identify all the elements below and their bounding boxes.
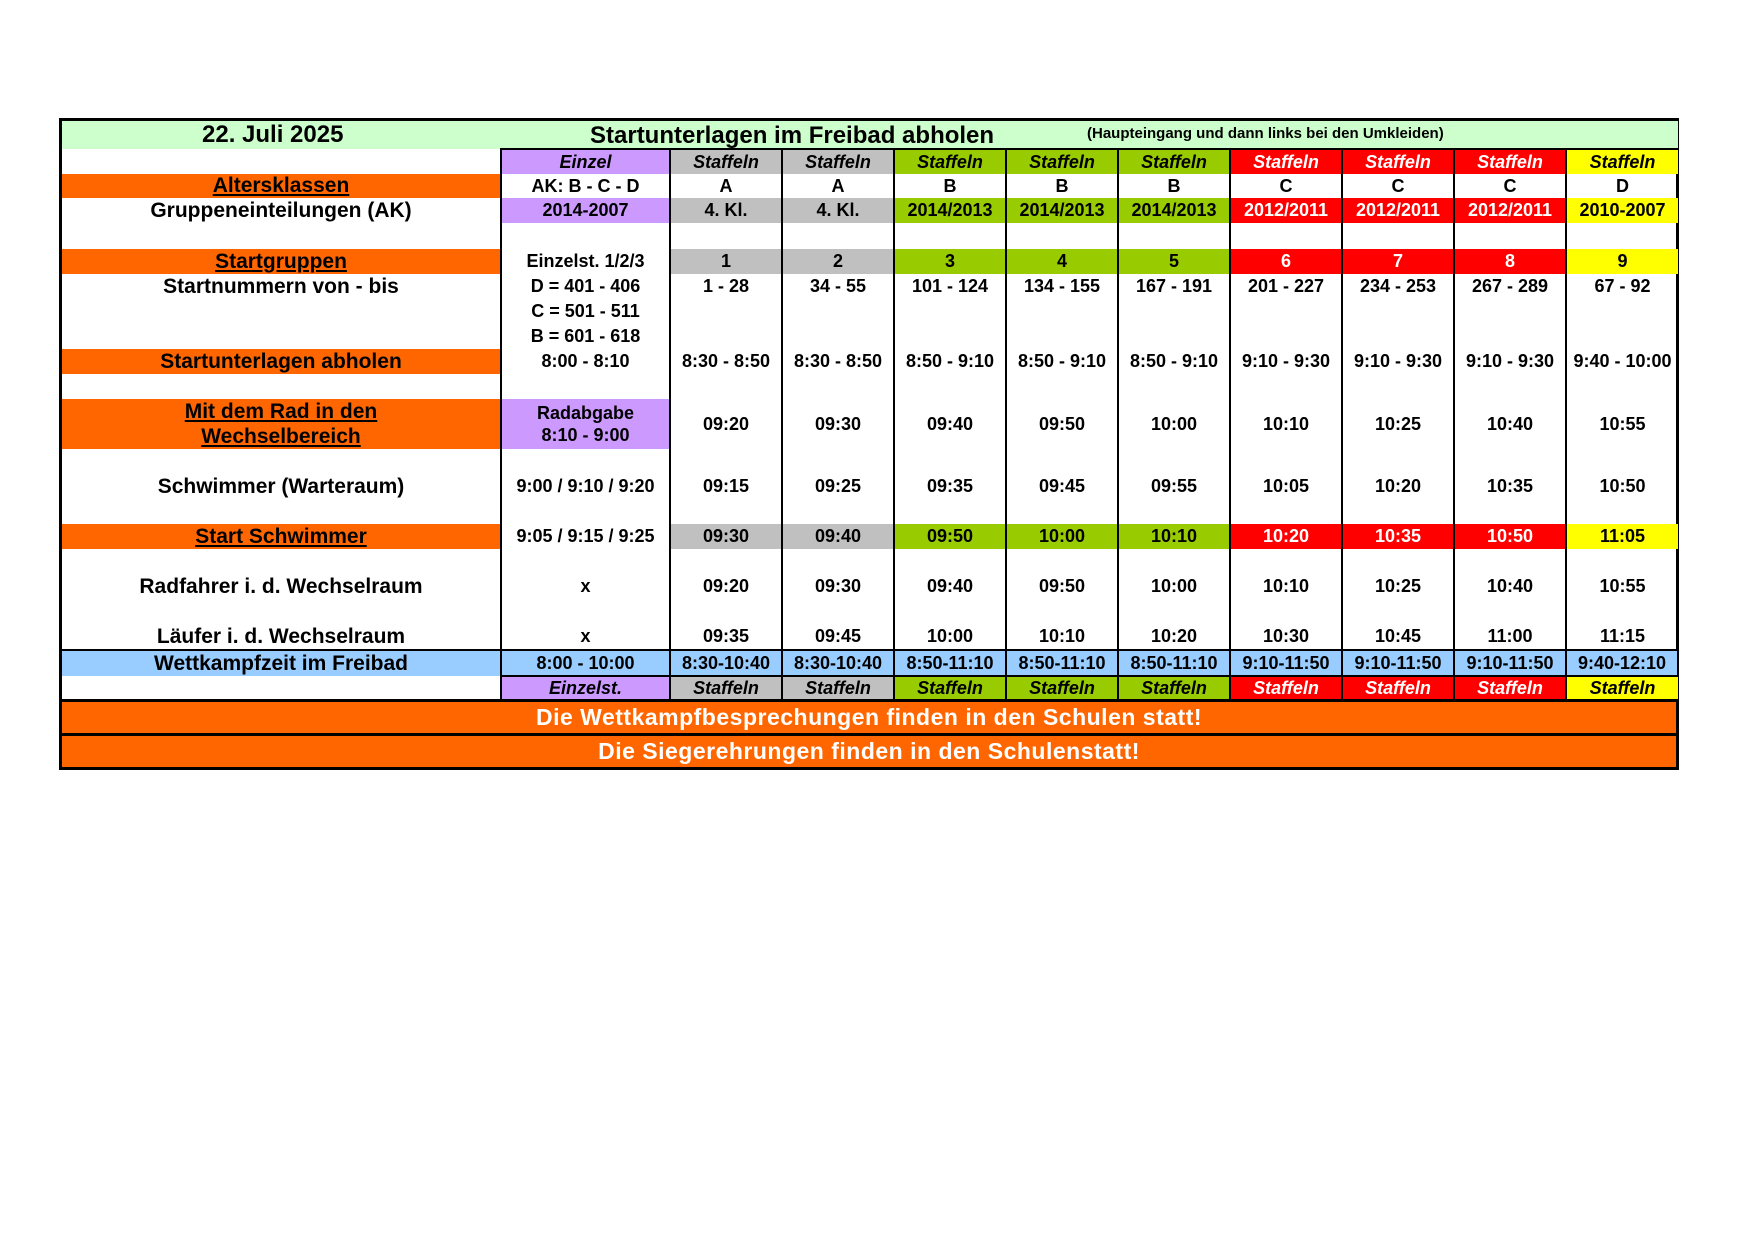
type-header-label xyxy=(62,149,501,174)
jahrgaenge-cell: 4. Kl. xyxy=(670,198,782,223)
spacer-2-cell xyxy=(782,374,894,399)
spacer-3-cell xyxy=(1454,449,1566,474)
startnummern-b-cell xyxy=(1118,324,1230,349)
spacer-5-cell xyxy=(670,549,782,574)
abholen-label: Startunterlagen abholen xyxy=(62,349,501,374)
radfahrer-cell: 10:10 xyxy=(1230,574,1342,599)
jahrgaenge-label: Gruppeneinteilungen (AK) xyxy=(150,198,412,222)
schwimmer-cell: 10:05 xyxy=(1230,474,1342,499)
rad-cell: 09:20 xyxy=(670,399,782,449)
radfahrer-cell: 09:30 xyxy=(782,574,894,599)
footer-type-cell: Staffeln xyxy=(1006,676,1118,699)
startnummern-c-cell xyxy=(1342,299,1454,324)
banner-2: Die Siegerehrungen finden in den Schulenstatt! xyxy=(62,733,1676,767)
spacer-2-cell xyxy=(1342,374,1454,399)
spacer-6-cell xyxy=(1566,599,1678,624)
banner-1: Die Wettkampfbesprechungen finden in den Schulen statt! xyxy=(62,699,1676,733)
footer-type-cell: Einzelst. xyxy=(501,676,670,699)
type-header-cell: Staffeln xyxy=(1454,149,1566,174)
altersklassen-cell: A xyxy=(782,174,894,198)
startnummern-c-label xyxy=(62,299,501,324)
jahrgaenge-cell: 2012/2011 xyxy=(1454,198,1566,223)
footer-type-label xyxy=(62,676,501,699)
spacer-5-cell xyxy=(782,549,894,574)
jahrgaenge-cell: 2014/2013 xyxy=(894,198,1006,223)
laeufer-cell: 10:10 xyxy=(1006,624,1118,650)
altersklassen-cell: B xyxy=(1118,174,1230,198)
schwimmer-cell: 10:35 xyxy=(1454,474,1566,499)
footer-type-cell: Staffeln xyxy=(782,676,894,699)
footer-type-cell: Staffeln xyxy=(670,676,782,699)
spacer-1-label xyxy=(62,223,501,249)
startnummern-b-cell xyxy=(1342,324,1454,349)
laeufer-cell: 09:35 xyxy=(670,624,782,650)
spacer-6-label xyxy=(62,599,501,624)
abholen-cell: 8:30 - 8:50 xyxy=(782,349,894,374)
spacer-5-cell xyxy=(1454,549,1566,574)
spacer-2-cell xyxy=(894,374,1006,399)
startgruppen-cell: 8 xyxy=(1454,249,1566,274)
abholen-cell: 9:10 - 9:30 xyxy=(1230,349,1342,374)
jahrgaenge-cell: 4. Kl. xyxy=(782,198,894,223)
page-title: Startunterlagen im Freibad abholen xyxy=(590,122,995,149)
spacer-2-label xyxy=(62,374,501,399)
schedule-sheet xyxy=(59,118,1679,770)
laeufer-cell: 10:20 xyxy=(1118,624,1230,650)
wettkampfzeit-cell: 8:50-11:10 xyxy=(1006,650,1118,676)
startnummern-cell: 34 - 55 xyxy=(782,274,894,299)
type-header-cell: Staffeln xyxy=(1118,149,1230,174)
rad-cell xyxy=(501,399,670,449)
startnummern-c-cell xyxy=(670,299,782,324)
spacer-1-cell xyxy=(501,223,670,249)
startgruppen-cell: 9 xyxy=(1566,249,1678,274)
startgruppen-cell: 3 xyxy=(894,249,1006,274)
schwimmer-cell: 09:45 xyxy=(1006,474,1118,499)
rad-cell: 09:40 xyxy=(894,399,1006,449)
rad-cell: 09:50 xyxy=(1006,399,1118,449)
radfahrer-cell: 09:50 xyxy=(1006,574,1118,599)
spacer-3-cell xyxy=(1006,449,1118,474)
start-schwimmer-label: Start Schwimmer xyxy=(62,524,501,549)
spacer-5-cell xyxy=(1118,549,1230,574)
radfahrer-cell: 10:55 xyxy=(1566,574,1678,599)
date-cell: 22. Juli 2025 xyxy=(62,121,501,149)
radfahrer-cell: 10:00 xyxy=(1118,574,1230,599)
startnummern-cell: 201 - 227 xyxy=(1230,274,1342,299)
type-header-cell: Staffeln xyxy=(1342,149,1454,174)
startnummern-c-cell: C = 501 - 511 xyxy=(501,299,670,324)
spacer-2-cell xyxy=(1006,374,1118,399)
startgruppen-cell: 1 xyxy=(670,249,782,274)
spacer-5-label xyxy=(62,549,501,574)
jahrgaenge-cell: 2010-2007 xyxy=(1566,198,1678,223)
startnummern-b-cell xyxy=(894,324,1006,349)
spacer-6-cell xyxy=(1230,599,1342,624)
start-schwimmer-cell: 10:35 xyxy=(1342,524,1454,549)
startnummern-c-cell xyxy=(1454,299,1566,324)
wettkampfzeit-cell: 9:40-12:10 xyxy=(1566,650,1678,676)
schwimmer-label: Schwimmer (Warteraum) xyxy=(157,474,405,498)
laeufer-cell: 11:15 xyxy=(1566,624,1678,650)
schwimmer-cell: 09:35 xyxy=(894,474,1006,499)
type-header-cell: Staffeln xyxy=(1566,149,1678,174)
spacer-1-cell xyxy=(1230,223,1342,249)
spacer-4-cell xyxy=(1342,499,1454,524)
startnummern-b-cell: B = 601 - 618 xyxy=(501,324,670,349)
start-schwimmer-cell: 10:50 xyxy=(1454,524,1566,549)
altersklassen-label: Altersklassen xyxy=(62,174,501,198)
laeufer-cell: 10:00 xyxy=(894,624,1006,650)
startnummern-c-cell xyxy=(1566,299,1678,324)
spacer-5-cell xyxy=(1230,549,1342,574)
abholen-cell: 9:10 - 9:30 xyxy=(1454,349,1566,374)
spacer-3-label xyxy=(62,449,501,474)
jahrgaenge-cell: 2014/2013 xyxy=(1118,198,1230,223)
spacer-2-cell xyxy=(1118,374,1230,399)
startnummern-cell: 234 - 253 xyxy=(1342,274,1454,299)
spacer-4-cell xyxy=(894,499,1006,524)
radfahrer-label: Radfahrer i. d. Wechselraum xyxy=(139,574,423,598)
laeufer-cell: x xyxy=(501,624,670,650)
startnummern-c-cell xyxy=(1006,299,1118,324)
laeufer-cell: 09:45 xyxy=(782,624,894,650)
laeufer-cell: 10:45 xyxy=(1342,624,1454,650)
start-schwimmer-cell: 09:30 xyxy=(670,524,782,549)
altersklassen-cell: D xyxy=(1566,174,1678,198)
rad-cell: 10:25 xyxy=(1342,399,1454,449)
altersklassen-cell: B xyxy=(1006,174,1118,198)
startnummern-b-cell xyxy=(1006,324,1118,349)
jahrgaenge-cell: 2014/2013 xyxy=(1006,198,1118,223)
spacer-1-cell xyxy=(1118,223,1230,249)
spacer-1-cell xyxy=(1342,223,1454,249)
spacer-4-cell xyxy=(501,499,670,524)
startnummern-cell: 1 - 28 xyxy=(670,274,782,299)
spacer-2-cell xyxy=(1454,374,1566,399)
radfahrer-cell: 10:25 xyxy=(1342,574,1454,599)
spacer-4-cell xyxy=(782,499,894,524)
spacer-4-cell xyxy=(1566,499,1678,524)
startgruppen-cell: 4 xyxy=(1006,249,1118,274)
wettkampfzeit-cell: 8:00 - 10:00 xyxy=(501,650,670,676)
startnummern-cell: 167 - 191 xyxy=(1118,274,1230,299)
spacer-6-cell xyxy=(894,599,1006,624)
abholen-cell: 9:40 - 10:00 xyxy=(1566,349,1678,374)
laeufer-label: Läufer i. d. Wechselraum xyxy=(156,624,406,648)
start-schwimmer-cell: 09:50 xyxy=(894,524,1006,549)
spacer-5-cell xyxy=(1342,549,1454,574)
abholen-cell: 8:50 - 9:10 xyxy=(1006,349,1118,374)
footer-type-cell: Staffeln xyxy=(1342,676,1454,699)
wettkampfzeit-cell: 8:30-10:40 xyxy=(782,650,894,676)
startnummern-b-label xyxy=(62,324,501,349)
abholen-cell: 8:30 - 8:50 xyxy=(670,349,782,374)
altersklassen-cell: AK: B - C - D xyxy=(501,174,670,198)
startnummern-cell: 67 - 92 xyxy=(1566,274,1678,299)
startnummern-c-cell xyxy=(894,299,1006,324)
wettkampfzeit-cell: 9:10-11:50 xyxy=(1230,650,1342,676)
laeufer-cell: 11:00 xyxy=(1454,624,1566,650)
spacer-4-cell xyxy=(1006,499,1118,524)
radfahrer-cell: 09:40 xyxy=(894,574,1006,599)
schwimmer-cell: 9:00 / 9:10 / 9:20 xyxy=(501,474,670,499)
spacer-6-cell xyxy=(1454,599,1566,624)
jahrgaenge-cell: 2014-2007 xyxy=(501,198,670,223)
spacer-1-cell xyxy=(670,223,782,249)
start-schwimmer-cell: 9:05 / 9:15 / 9:25 xyxy=(501,524,670,549)
spacer-2-cell xyxy=(501,374,670,399)
startnummern-cell: 101 - 124 xyxy=(894,274,1006,299)
spacer-4-label xyxy=(62,499,501,524)
spacer-6-cell xyxy=(501,599,670,624)
startnummern-cell: 134 - 155 xyxy=(1006,274,1118,299)
jahrgaenge-cell: 2012/2011 xyxy=(1342,198,1454,223)
footer-type-cell: Staffeln xyxy=(1454,676,1566,699)
spacer-3-cell xyxy=(1230,449,1342,474)
schwimmer-cell: 09:55 xyxy=(1118,474,1230,499)
wettkampfzeit-cell: 9:10-11:50 xyxy=(1454,650,1566,676)
startnummern-cell: D = 401 - 406 xyxy=(501,274,670,299)
schedule-table xyxy=(62,121,1679,699)
spacer-6-cell xyxy=(670,599,782,624)
altersklassen-cell: A xyxy=(670,174,782,198)
radfahrer-cell: x xyxy=(501,574,670,599)
altersklassen-cell: B xyxy=(894,174,1006,198)
startgruppen-cell: 2 xyxy=(782,249,894,274)
wettkampfzeit-cell: 8:50-11:10 xyxy=(1118,650,1230,676)
rad-cell: 10:10 xyxy=(1230,399,1342,449)
radfahrer-cell: 09:20 xyxy=(670,574,782,599)
startnummern-c-cell xyxy=(1230,299,1342,324)
startnummern-b-cell xyxy=(1454,324,1566,349)
jahrgaenge-cell: 2012/2011 xyxy=(1230,198,1342,223)
spacer-6-cell xyxy=(1006,599,1118,624)
spacer-3-cell xyxy=(1566,449,1678,474)
rad-first-line2: 8:10 - 9:00 xyxy=(541,425,630,445)
spacer-5-cell xyxy=(894,549,1006,574)
spacer-4-cell xyxy=(1454,499,1566,524)
type-header-cell: Staffeln xyxy=(1006,149,1118,174)
startgruppen-cell: Einzelst. 1/2/3 xyxy=(501,249,670,274)
start-schwimmer-cell: 10:00 xyxy=(1006,524,1118,549)
abholen-cell: 8:50 - 9:10 xyxy=(894,349,1006,374)
spacer-4-cell xyxy=(1230,499,1342,524)
spacer-6-cell xyxy=(1118,599,1230,624)
wettkampfzeit-cell: 8:30-10:40 xyxy=(670,650,782,676)
footer-type-cell: Staffeln xyxy=(1230,676,1342,699)
startnummern-label: Startnummern von - bis xyxy=(163,274,399,298)
laeufer-cell: 10:30 xyxy=(1230,624,1342,650)
startgruppen-label: Startgruppen xyxy=(62,249,501,274)
startnummern-c-cell xyxy=(1118,299,1230,324)
spacer-1-cell xyxy=(894,223,1006,249)
wettkampfzeit-cell: 8:50-11:10 xyxy=(894,650,1006,676)
spacer-1-cell xyxy=(1566,223,1678,249)
abholen-cell: 8:00 - 8:10 xyxy=(501,349,670,374)
rad-cell: 10:40 xyxy=(1454,399,1566,449)
start-schwimmer-cell: 11:05 xyxy=(1566,524,1678,549)
spacer-2-cell xyxy=(1566,374,1678,399)
radfahrer-cell: 10:40 xyxy=(1454,574,1566,599)
spacer-1-cell xyxy=(782,223,894,249)
rad-cell: 09:30 xyxy=(782,399,894,449)
header-note: (Haupteingang und dann links bei den Umkleiden) xyxy=(1087,125,1444,142)
spacer-5-cell xyxy=(1006,549,1118,574)
rad-label-line2: Wechselbereich xyxy=(201,425,361,448)
spacer-6-cell xyxy=(1342,599,1454,624)
schwimmer-cell: 09:15 xyxy=(670,474,782,499)
spacer-2-cell xyxy=(670,374,782,399)
footer-type-cell: Staffeln xyxy=(1118,676,1230,699)
rad-label-line1: Mit dem Rad in den xyxy=(184,400,378,423)
spacer-3-cell xyxy=(501,449,670,474)
type-header-cell: Staffeln xyxy=(1230,149,1342,174)
startgruppen-cell: 7 xyxy=(1342,249,1454,274)
startnummern-b-cell xyxy=(1566,324,1678,349)
spacer-4-cell xyxy=(1118,499,1230,524)
spacer-5-cell xyxy=(1566,549,1678,574)
spacer-1-cell xyxy=(1006,223,1118,249)
rad-first-line1: Radabgabe xyxy=(536,403,635,423)
startnummern-cell: 267 - 289 xyxy=(1454,274,1566,299)
startgruppen-cell: 5 xyxy=(1118,249,1230,274)
start-schwimmer-cell: 09:40 xyxy=(782,524,894,549)
footer-type-cell: Staffeln xyxy=(1566,676,1678,699)
abholen-cell: 8:50 - 9:10 xyxy=(1118,349,1230,374)
rad-cell: 10:55 xyxy=(1566,399,1678,449)
wettkampfzeit-label: Wettkampfzeit im Freibad xyxy=(62,650,501,676)
rad-label xyxy=(62,399,501,449)
spacer-3-cell xyxy=(894,449,1006,474)
type-header-cell: Staffeln xyxy=(894,149,1006,174)
altersklassen-cell: C xyxy=(1342,174,1454,198)
spacer-1-cell xyxy=(1454,223,1566,249)
type-header-cell: Einzel xyxy=(501,149,670,174)
spacer-2-cell xyxy=(1230,374,1342,399)
schwimmer-cell: 09:25 xyxy=(782,474,894,499)
spacer-3-cell xyxy=(782,449,894,474)
spacer-3-cell xyxy=(1342,449,1454,474)
title-cell xyxy=(501,121,1678,149)
schwimmer-cell: 10:50 xyxy=(1566,474,1678,499)
wettkampfzeit-cell: 9:10-11:50 xyxy=(1342,650,1454,676)
footer-type-cell: Staffeln xyxy=(894,676,1006,699)
start-schwimmer-cell: 10:20 xyxy=(1230,524,1342,549)
type-header-cell: Staffeln xyxy=(782,149,894,174)
spacer-3-cell xyxy=(1118,449,1230,474)
spacer-3-cell xyxy=(670,449,782,474)
spacer-6-cell xyxy=(782,599,894,624)
altersklassen-cell: C xyxy=(1454,174,1566,198)
startnummern-b-cell xyxy=(670,324,782,349)
schwimmer-cell: 10:20 xyxy=(1342,474,1454,499)
startnummern-c-cell xyxy=(782,299,894,324)
startnummern-b-cell xyxy=(1230,324,1342,349)
abholen-cell: 9:10 - 9:30 xyxy=(1342,349,1454,374)
spacer-4-cell xyxy=(670,499,782,524)
startgruppen-cell: 6 xyxy=(1230,249,1342,274)
altersklassen-cell: C xyxy=(1230,174,1342,198)
spacer-5-cell xyxy=(501,549,670,574)
rad-cell: 10:00 xyxy=(1118,399,1230,449)
startnummern-b-cell xyxy=(782,324,894,349)
type-header-cell: Staffeln xyxy=(670,149,782,174)
start-schwimmer-cell: 10:10 xyxy=(1118,524,1230,549)
